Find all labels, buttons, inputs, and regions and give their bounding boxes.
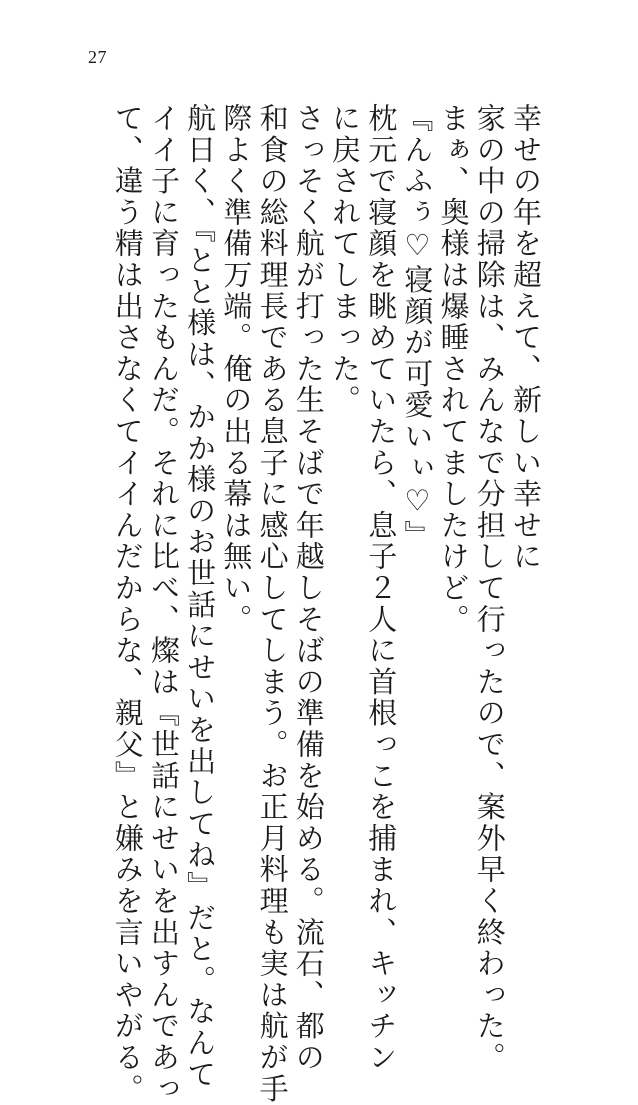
text-line: 際よく準備万端。俺の出る幕は無い。 xyxy=(219,103,254,636)
vertical-text-body xyxy=(110,103,544,1105)
chapter-title: 幸せの年を超えて、新しい幸せに xyxy=(509,103,543,573)
text-line: イイ子に育ったもんだ。それに比べ、燦は『世話にせいを出すんであっ xyxy=(146,103,181,1105)
text-line: 和食の総料理長である息子に感心してしまう。お正月料理も実は航が手 xyxy=(255,103,290,1105)
text-line: 家の中の掃除は、みんなで分担して行ったので、案外早く終わった。 xyxy=(472,103,507,1074)
text-line: 枕元で寝顔を眺めていたら、息子２人に首根っこを捕まれ、キッチン xyxy=(364,103,399,1074)
text-line: に戻されてしまった。 xyxy=(327,103,362,416)
text-line: 航日く、『とと様は、かか様のお世話にせいを出してね』だと。なんて xyxy=(183,103,218,1091)
text-line: 『んふぅ♡寝顔が可愛いぃ♡』 xyxy=(400,103,435,552)
page-number: 27 xyxy=(88,47,107,67)
text-line: て、違う精は出さなくてイイんだからな、親父』と嫌みを言いやがる。 xyxy=(110,103,145,1105)
text-line: まぁ、奥様は爆睡されてましたけど。 xyxy=(436,103,471,636)
text-line: さっそく航が打った生そばで年越しそばの準備を始める。流石、都の xyxy=(291,103,326,1074)
